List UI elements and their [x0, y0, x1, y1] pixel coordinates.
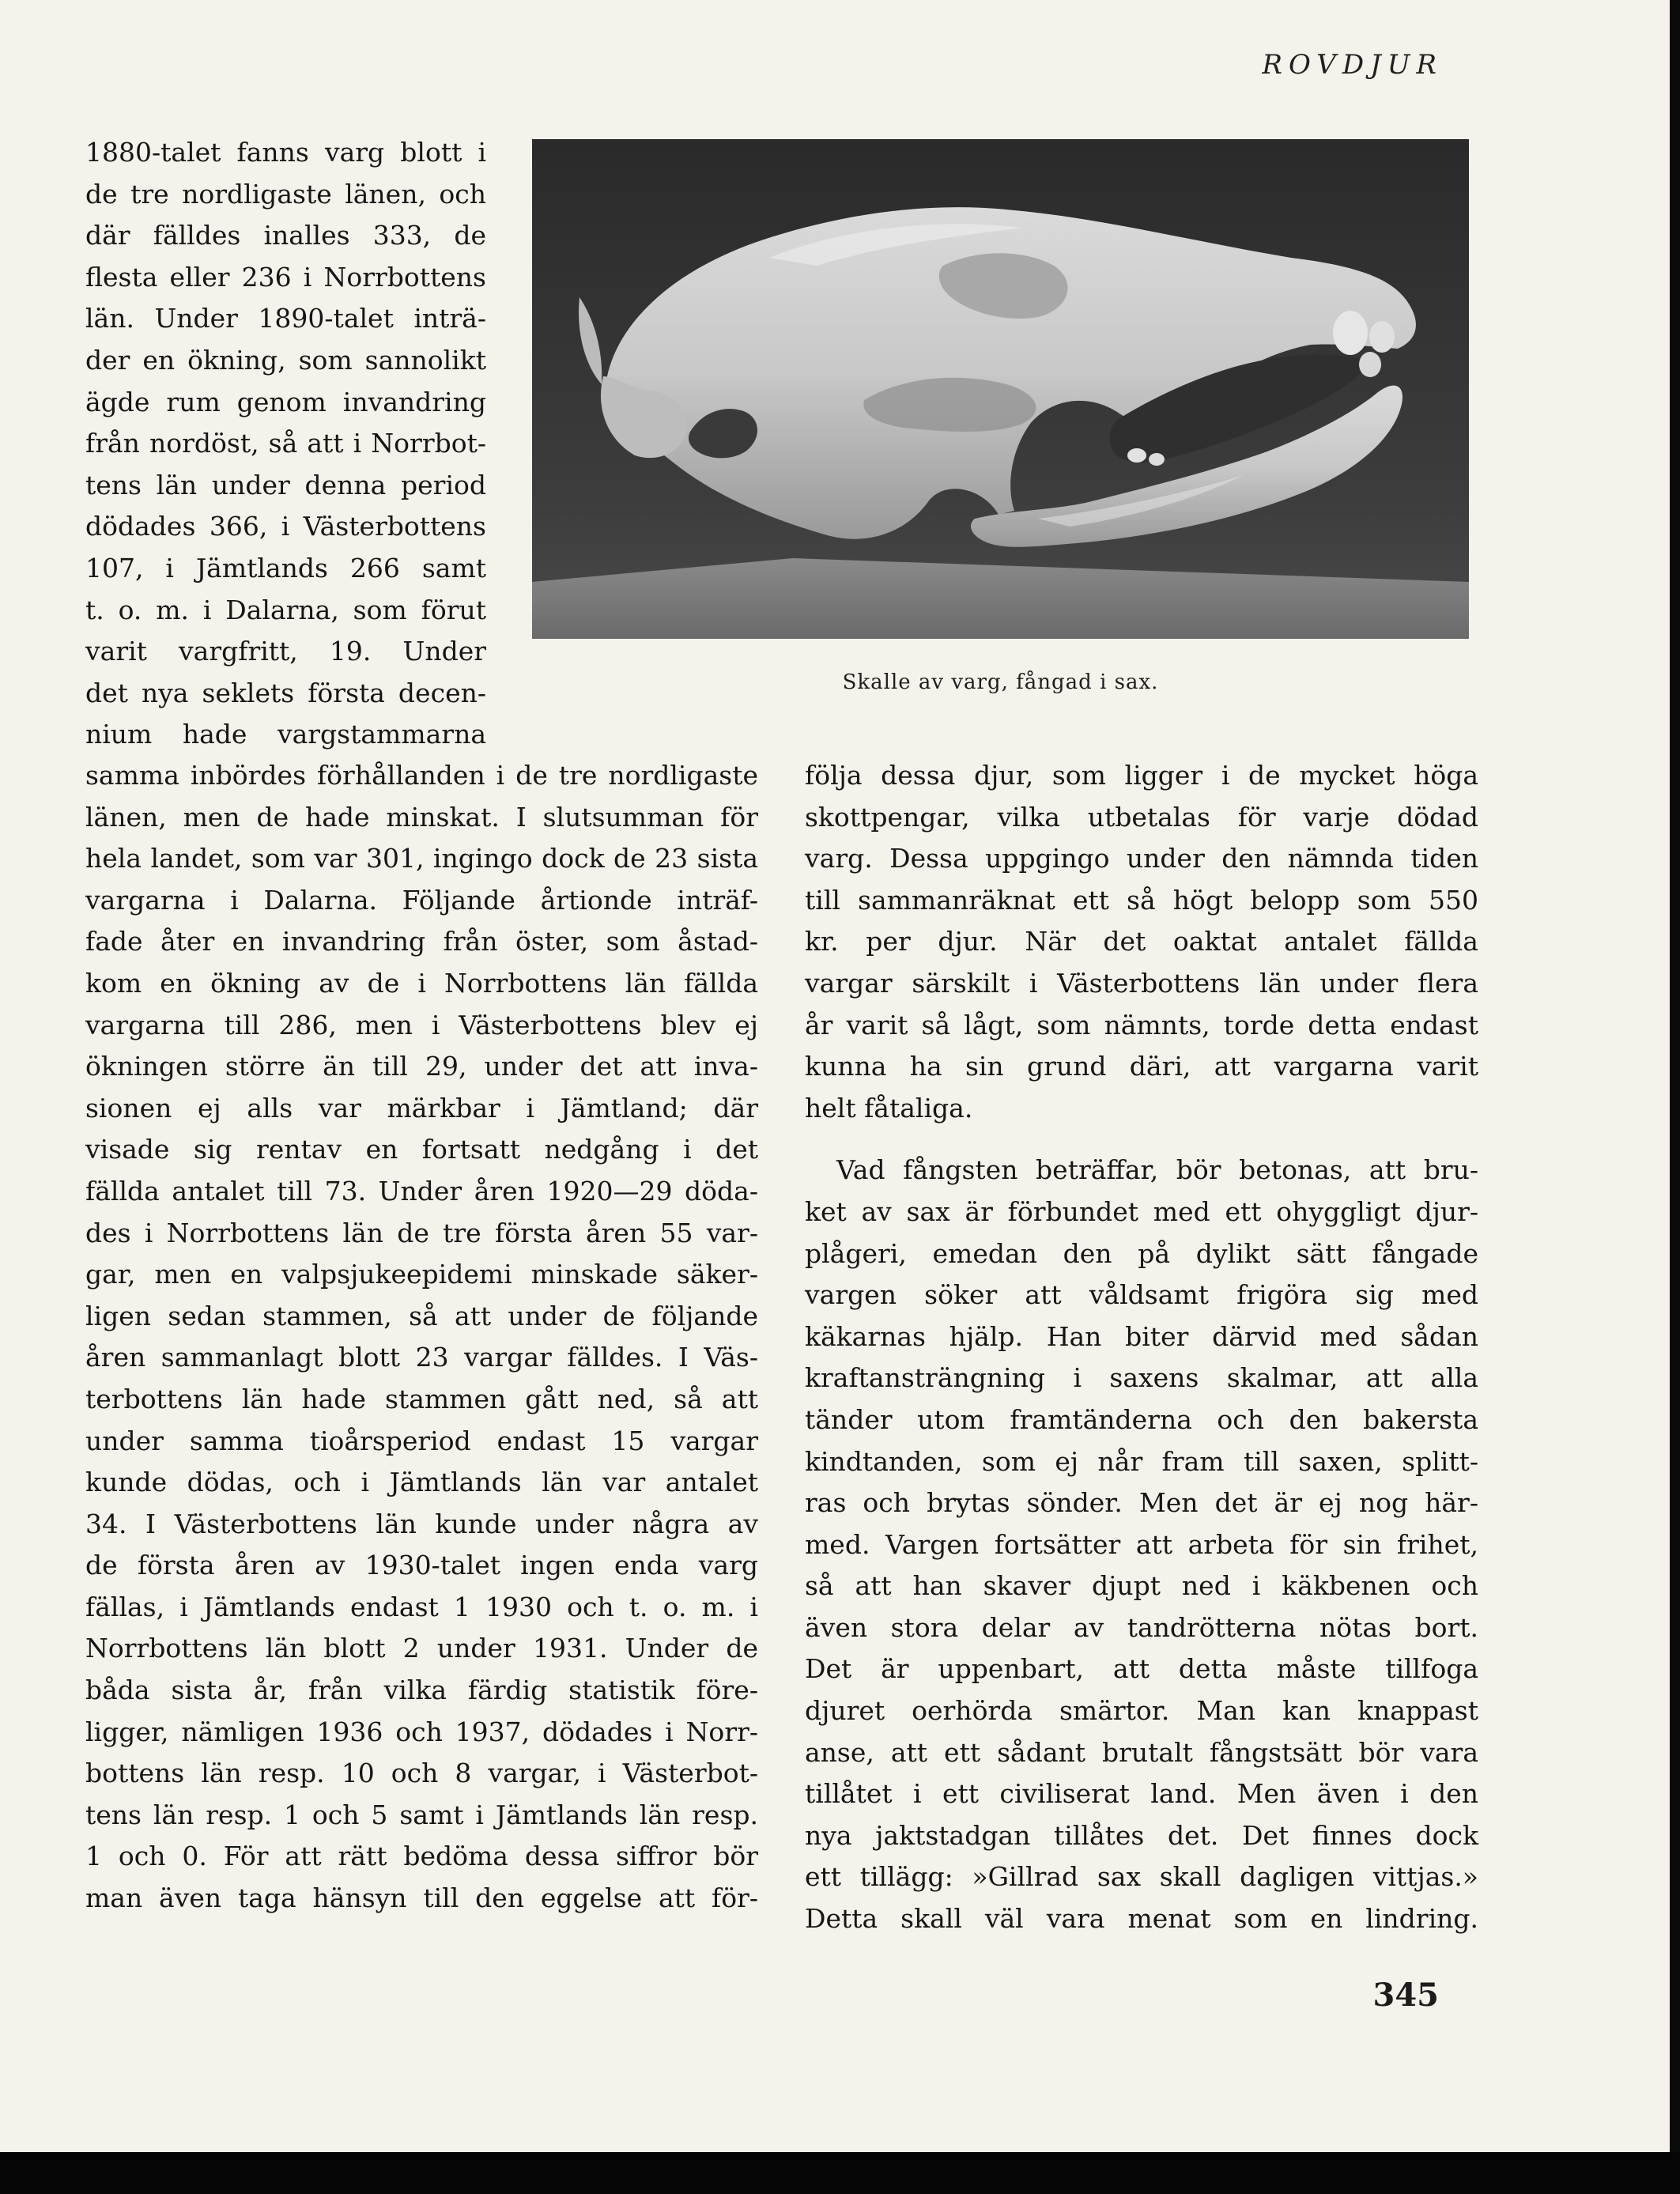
text-line: skottpengar, vilka utbetalas för varje dödad	[805, 801, 1478, 833]
text-line: 107, i Jämtlands 266 samt	[85, 552, 486, 583]
text-line: t. o. m. i Dalarna, som förut	[85, 594, 486, 625]
text-line: nya jaktstadgan tillåtes det. Det finnes dock	[805, 1819, 1478, 1851]
text-line: kr. per djur. När det oaktat antalet fällda	[805, 926, 1478, 957]
right-paragraph-1	[805, 755, 1478, 1129]
text-line: ligen sedan stammen, så att under de följande	[85, 1300, 758, 1331]
text-line: Norrbottens län blott 2 under 1931. Under de	[85, 1633, 758, 1664]
text-line: även stora delar av tandrötterna nötas bort.	[805, 1611, 1478, 1643]
text-line: flesta eller 236 i Norrbottens	[85, 261, 486, 293]
text-line: vargen söker att våldsamt frigöra sig med	[805, 1279, 1478, 1311]
text-line: kindtanden, som ej når fram till saxen, splitt-	[805, 1445, 1478, 1477]
text-line: varg. Dessa uppgingo under den nämnda tiden	[805, 843, 1478, 874]
running-title: ROVDJUR	[1262, 49, 1443, 81]
text-line: så att han skaver djupt ned i käkbenen och	[805, 1570, 1478, 1602]
text-line: från nordöst, så att i Norrbot-	[85, 428, 486, 459]
text-line: man även taga hänsyn till den eggelse att för-	[85, 1882, 758, 1914]
text-line: kunna ha sin grund däri, att vargarna varit	[805, 1051, 1478, 1082]
text-line: nium hade vargstammarna	[85, 719, 486, 750]
text-line: Detta skall väl vara menat som en lindring.	[805, 1903, 1478, 1935]
text-line: med. Vargen fortsätter att arbeta för sin frihet,	[805, 1528, 1478, 1560]
text-line: gar, men en valpsjukeepidemi minskade säker-	[85, 1259, 758, 1290]
text-line: ligger, nämligen 1936 och 1937, dödades i Norr-	[85, 1716, 758, 1747]
text-line: 1 och 0. För att rätt bedöma dessa siffror bör	[85, 1841, 758, 1872]
text-line: tillåtet i ett civiliserat land. Men även i den	[805, 1778, 1478, 1810]
text-line: sionen ej alls var märkbar i Jämtland; där	[85, 1092, 758, 1123]
text-line: fällas, i Jämtlands endast 1 1930 och t. o. m. i	[85, 1591, 758, 1622]
text-line: ras och brytas sönder. Men det är ej nog här-	[805, 1487, 1478, 1519]
text-line: anse, att ett sådant brutalt fångstsätt bör vara	[805, 1736, 1478, 1768]
narrow-text-column	[85, 132, 486, 756]
text-line: tänder utom framtänderna och den bakersta	[805, 1403, 1478, 1435]
text-line: följa dessa djur, som ligger i de mycket höga	[805, 760, 1478, 791]
text-line: des i Norrbottens län de tre första åren 55 var-	[85, 1217, 758, 1248]
text-line: där fälldes inalles 333, de	[85, 220, 486, 251]
right-paragraph-2	[805, 1150, 1478, 1939]
text-line: ket av sax är förbundet med ett ohyggligt djur-	[805, 1195, 1478, 1227]
text-line: vargarna till 286, men i Västerbottens blev ej	[85, 1009, 758, 1040]
text-line: ägde rum genom invandring	[85, 386, 486, 417]
text-line: 1880-talet fanns varg blott i	[85, 137, 486, 168]
scan-edge-right	[1670, 0, 1680, 2194]
paragraph-gap	[805, 1129, 1478, 1150]
text-line: bottens län resp. 10 och 8 vargar, i Västerbot-	[85, 1758, 758, 1789]
text-line: båda sista år, från vilka färdig statistik före-	[85, 1675, 758, 1706]
text-line: terbottens län hade stammen gått ned, så att	[85, 1383, 758, 1414]
text-line: ett tillägg: »Gillrad sax skall dagligen vittjas.»	[805, 1861, 1478, 1893]
text-line: samma inbördes förhållanden i de tre nordligaste	[85, 760, 758, 791]
text-line: varit vargfritt, 19. Under	[85, 636, 486, 667]
text-line: käkarnas hjälp. Han biter därvid med sådan	[805, 1320, 1478, 1352]
text-line: de första åren av 1930-talet ingen enda varg	[85, 1550, 758, 1581]
text-line: Vad fångsten beträffar, bör betonas, att bru-	[836, 1154, 1478, 1186]
text-line: under samma tioårsperiod endast 15 vargar	[85, 1425, 758, 1456]
text-line: åren sammanlagt blott 23 vargar fälldes. I Väs-	[85, 1342, 758, 1373]
text-line: dödades 366, i Västerbottens	[85, 511, 486, 542]
text-line: länen, men de hade minskat. I slutsumman för	[85, 801, 758, 833]
text-line: visade sig rentav en fortsatt nedgång i det	[85, 1134, 758, 1165]
text-line: till sammanräknat ett så högt belopp som 550	[805, 884, 1478, 916]
text-line: ökningen större än till 29, under det att inva-	[85, 1051, 758, 1082]
text-line: helt fåtaliga.	[805, 1092, 973, 1123]
text-line: län. Under 1890-talet inträ-	[85, 303, 486, 334]
text-line: kraftansträngning i saxens skalmar, att alla	[805, 1362, 1478, 1394]
text-line: plågeri, emedan den på dylikt sätt fångade	[805, 1237, 1478, 1269]
text-line: kom en ökning av de i Norrbottens län fällda	[85, 967, 758, 999]
text-line: det nya seklets första decen-	[85, 677, 486, 708]
right-text-column	[805, 755, 1478, 1940]
text-line: djuret oerhörda smärtor. Man kan knappast	[805, 1695, 1478, 1727]
text-line: 34. I Västerbottens län kunde under några av	[85, 1508, 758, 1539]
text-line: vargarna i Dalarna. Följande årtionde inträf-	[85, 884, 758, 916]
text-line: tens län resp. 1 och 5 samt i Jämtlands län resp.	[85, 1799, 758, 1830]
text-line: fade åter en invandring från öster, som åstad-	[85, 926, 758, 957]
text-line: tens län under denna period	[85, 469, 486, 500]
figure-caption: Skalle av varg, fångad i sax.	[842, 670, 1159, 694]
text-line: vargar särskilt i Västerbottens län under flera	[805, 967, 1478, 999]
skull-illustration	[532, 139, 1469, 639]
scan-edge-bottom	[0, 2152, 1680, 2194]
page-number: 345	[1372, 1977, 1439, 2014]
text-line: kunde dödas, och i Jämtlands län var antalet	[85, 1467, 758, 1498]
text-line: hela landet, som var 301, ingingo dock de 23 sista	[85, 843, 758, 874]
wolf-skull-photo	[532, 139, 1469, 639]
left-text-column	[85, 755, 758, 1920]
text-line: fällda antalet till 73. Under åren 1920—29 döda-	[85, 1175, 758, 1207]
text-line: år varit så lågt, som nämnts, torde detta endast	[805, 1009, 1478, 1040]
text-line: de tre nordligaste länen, och	[85, 178, 486, 210]
text-line: der en ökning, som sannolikt	[85, 344, 486, 376]
text-line: Det är uppenbart, att detta måste tillfoga	[805, 1653, 1478, 1685]
